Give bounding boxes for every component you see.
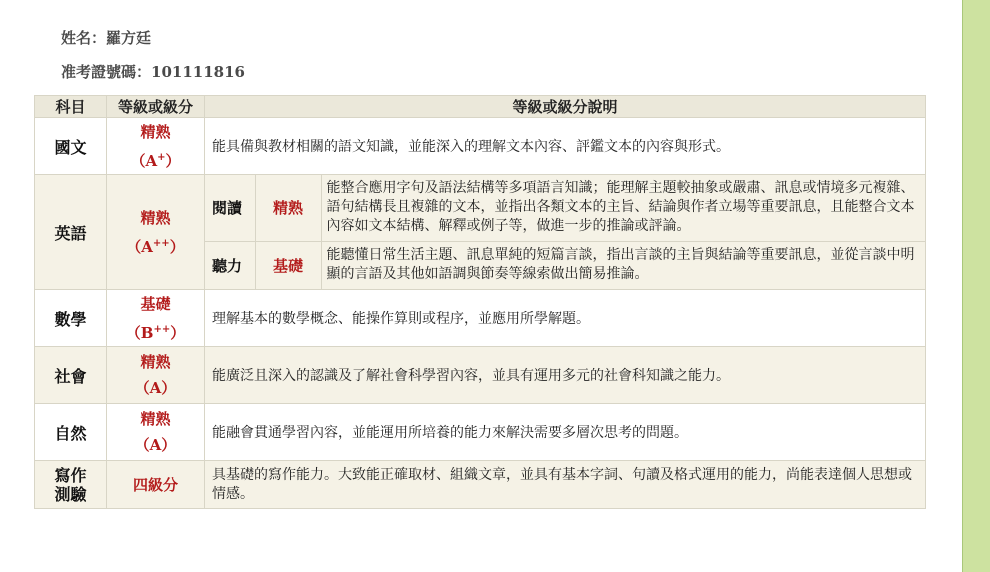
level-math: 基礎: [140, 294, 171, 313]
english-listening-row: [205, 241, 925, 289]
table-row-math: [35, 290, 926, 347]
reading-desc: 能整合應用字句及語法結構等多項語言知識；能理解主題較抽象或嚴肅、訊息或情境多元複雜、語句結構長且複雜的文本，並指出各類文本的主旨、結論與作者立場等重要訊息，且能整合文本內容如文本結構、解釋或例子等，做進一步的推論或評論。: [321, 175, 925, 241]
grade-letter-social: （A）: [134, 379, 177, 397]
exam-number-label: 准考證號碼：: [61, 63, 152, 81]
right-side-bar: [962, 0, 990, 572]
level-english: 精熟: [140, 208, 171, 227]
listening-level: 基礎: [255, 241, 321, 289]
table-row-chinese: [35, 118, 926, 175]
table-header-row: [35, 96, 926, 118]
subject-math: 數學: [35, 290, 107, 347]
listening-desc: 能聽懂日常生活主題、訊息單純的短篇言談，指出言談的主旨與結論等重要訊息，並從言談中明顯的言語及其他如語調與節奏等線索做出簡易推論。: [321, 241, 925, 289]
grade-letter-english: （A++）: [126, 237, 185, 256]
grade-letter-science: （A）: [134, 436, 177, 454]
desc-writing: 具基礎的寫作能力。大致能正確取材、組織文章，並具有基本字詞、句讀及格式運用的能力，尚能表達個人思想或情感。: [205, 461, 926, 509]
subject-english: 英語: [35, 175, 107, 290]
grade-letter-math: （B++）: [125, 323, 186, 342]
desc-social: 能廣泛且深入的認識及了解社會科學習內容，並具有運用多元的社會科知識之能力。: [205, 347, 926, 404]
english-subtable: [205, 175, 925, 289]
listening-label: 聽力: [205, 241, 255, 289]
exam-number: 101111816: [151, 63, 245, 81]
grade-math: [107, 290, 205, 347]
grades-table: [34, 95, 926, 509]
reading-label: 閱讀: [205, 175, 255, 241]
level-chinese: 精熟: [140, 122, 171, 141]
level-writing: 四級分: [107, 461, 205, 509]
grade-chinese: [107, 118, 205, 175]
table-row-writing: [35, 461, 926, 509]
subject-social: 社會: [35, 347, 107, 404]
level-social: 精熟: [140, 353, 171, 371]
header-subject: 科目: [35, 96, 107, 118]
subject-writing: 寫作 測驗: [35, 461, 107, 509]
grade-science: [107, 404, 205, 461]
student-name: 羅方廷: [106, 29, 152, 47]
english-reading-row: [205, 175, 925, 241]
student-name-line: [61, 27, 151, 48]
reading-level: 精熟: [255, 175, 321, 241]
table-row-english: [35, 175, 926, 290]
name-label: 姓名：: [61, 29, 107, 47]
desc-math: 理解基本的數學概念、能操作算則或程序，並應用所學解題。: [205, 290, 926, 347]
grade-social: [107, 347, 205, 404]
grade-letter-chinese: （A+）: [130, 151, 181, 170]
subject-science: 自然: [35, 404, 107, 461]
desc-science: 能融會貫通學習內容，並能運用所培養的能力來解決需要多層次思考的問題。: [205, 404, 926, 461]
table-row-social: [35, 347, 926, 404]
exam-number-line: [61, 61, 245, 82]
desc-chinese: 能具備與教材相關的語文知識，並能深入的理解文本內容、評鑑文本的內容與形式。: [205, 118, 926, 175]
header-level: 等級或級分: [107, 96, 205, 118]
table-row-science: [35, 404, 926, 461]
header-description: 等級或級分說明: [205, 96, 926, 118]
grade-english: [107, 175, 205, 290]
level-science: 精熟: [140, 410, 171, 428]
english-breakdown: [205, 175, 926, 290]
subject-chinese: 國文: [35, 118, 107, 175]
